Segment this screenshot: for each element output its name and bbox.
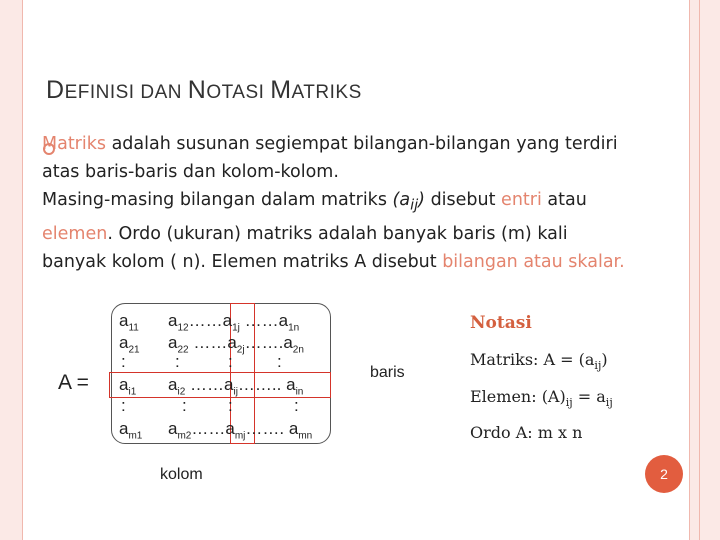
title-rest-2: OTASI xyxy=(206,82,271,103)
notasi-heading: Notasi xyxy=(470,313,532,333)
definition-paragraph xyxy=(42,130,625,276)
cell-dots: …….. xyxy=(237,375,287,394)
left-frame-line xyxy=(22,0,23,540)
cell-base: a xyxy=(224,375,234,394)
baris-label: baris xyxy=(370,364,405,381)
matrix-a-label: A = xyxy=(58,371,89,394)
cell-base: a xyxy=(288,419,299,438)
matrix-row-2-entries xyxy=(168,333,304,355)
cell-base: a xyxy=(225,419,235,438)
para-text-3a: Masing-masing bilangan dalam matriks xyxy=(42,190,393,210)
cell-sub: ij xyxy=(233,386,238,398)
notasi-text: Elemen: (A) xyxy=(470,387,566,406)
notasi-sub: ij xyxy=(594,359,602,373)
term-matriks: Matriks xyxy=(42,134,106,154)
para-line-1 xyxy=(42,130,622,158)
cell-sub: i2 xyxy=(177,386,186,398)
cell-sub: 11 xyxy=(128,322,139,334)
matrix-row-i-entries xyxy=(168,375,303,397)
cell-sub: 1j xyxy=(232,322,240,334)
notasi-ordo: Ordo A: m x n xyxy=(470,423,583,442)
notasi-text: Matriks: A = (a xyxy=(470,350,595,369)
right-frame-line-inner xyxy=(699,0,700,540)
notasi-sub: ij xyxy=(565,396,573,410)
para-line-5 xyxy=(42,248,625,276)
right-frame-band xyxy=(689,0,720,540)
cell-sub: mj xyxy=(234,430,246,442)
cell-base: a xyxy=(227,333,237,352)
matrix-colon: : xyxy=(228,352,233,371)
para-text-3b: disebut xyxy=(425,190,502,210)
cell-base: a xyxy=(119,311,129,330)
matrix-row-m-entries xyxy=(168,419,312,441)
cell-dots: ……. xyxy=(245,419,289,438)
cell-base: a xyxy=(168,333,178,352)
cell-dots: …… xyxy=(185,375,224,394)
matrix-colon: : xyxy=(294,396,299,415)
title-rest-1: EFINISI DAN xyxy=(64,82,188,103)
notasi-sub: ij xyxy=(605,396,613,410)
cell-base: a xyxy=(119,333,129,352)
cell-sub: mn xyxy=(298,430,313,442)
cell-base: a xyxy=(168,375,178,394)
cell-base: a xyxy=(119,419,129,438)
matrix-colon: : xyxy=(121,396,126,415)
para-text-4: . Ordo (ukuran) matriks adalah banyak baris (m) kali xyxy=(107,223,568,244)
aij-base: (a xyxy=(392,190,411,210)
matrix-cell-m1 xyxy=(119,419,142,441)
matrix-colon: : xyxy=(121,352,126,371)
para-line-4 xyxy=(42,220,622,248)
page-number-badge: 2 xyxy=(645,455,683,493)
cell-sub: 21 xyxy=(128,344,140,356)
cell-sub: i1 xyxy=(128,386,137,398)
matrix-colon: : xyxy=(175,352,180,371)
matrix-colon: : xyxy=(277,352,282,371)
title-rest-3: ATRIKS xyxy=(291,82,362,103)
cell-base: a xyxy=(168,311,178,330)
cell-sub: 12 xyxy=(177,322,189,334)
cell-dots: ……. xyxy=(244,333,284,352)
cell-base: a xyxy=(119,375,129,394)
title-cap-1: D xyxy=(46,76,65,104)
para-line-3 xyxy=(42,186,622,220)
right-frame-line xyxy=(689,0,690,540)
para-text-3c: atau xyxy=(541,190,587,210)
notasi-text: ) xyxy=(601,350,608,369)
para-text-5: banyak kolom ( n). Elemen matriks A disebut xyxy=(42,251,443,272)
term-elemen: elemen xyxy=(42,223,108,244)
cell-sub: in xyxy=(295,386,304,398)
cell-base: a xyxy=(278,311,289,330)
cell-base: a xyxy=(168,419,178,438)
cell-dots: …… xyxy=(239,311,279,330)
title-cap-2: N xyxy=(187,76,207,104)
cell-base: a xyxy=(286,375,296,394)
matrix-cell-i1 xyxy=(119,375,136,397)
title-cap-3: M xyxy=(270,76,292,104)
cell-base: a xyxy=(283,333,293,352)
notasi-elemen xyxy=(470,387,613,409)
notasi-text: = a xyxy=(572,387,606,406)
matrix-colon: : xyxy=(228,396,233,415)
cell-dots: …… xyxy=(188,333,228,352)
cell-sub: 2j xyxy=(236,344,245,356)
matrix-row-1-entries xyxy=(168,311,299,333)
cell-base: a xyxy=(222,311,233,330)
term-skalar: bilangan atau skalar. xyxy=(442,251,625,272)
term-entri: entri xyxy=(501,190,542,210)
cell-sub: 22 xyxy=(177,344,189,356)
kolom-label: kolom xyxy=(160,466,203,483)
aij-close: ) xyxy=(418,190,425,210)
matrix-cell-11 xyxy=(119,311,139,333)
cell-sub: m1 xyxy=(128,430,143,442)
cell-sub: m2 xyxy=(177,430,192,442)
left-frame-band xyxy=(0,0,22,540)
cell-sub: 1n xyxy=(288,322,300,334)
slide-title xyxy=(46,76,362,105)
matrix-colon: : xyxy=(182,396,187,415)
para-line-2: atas baris-baris dan kolom-kolom. xyxy=(42,162,339,182)
cell-dots: …… xyxy=(191,419,226,438)
notasi-matriks xyxy=(470,350,608,372)
cell-dots: …… xyxy=(188,311,223,330)
para-text-1: adalah susunan segiempat bilangan-bilangan yang terdiri xyxy=(106,134,618,154)
aij-sub: ij xyxy=(410,196,419,214)
cell-sub: 2n xyxy=(292,344,304,356)
aij-variable xyxy=(392,190,426,214)
